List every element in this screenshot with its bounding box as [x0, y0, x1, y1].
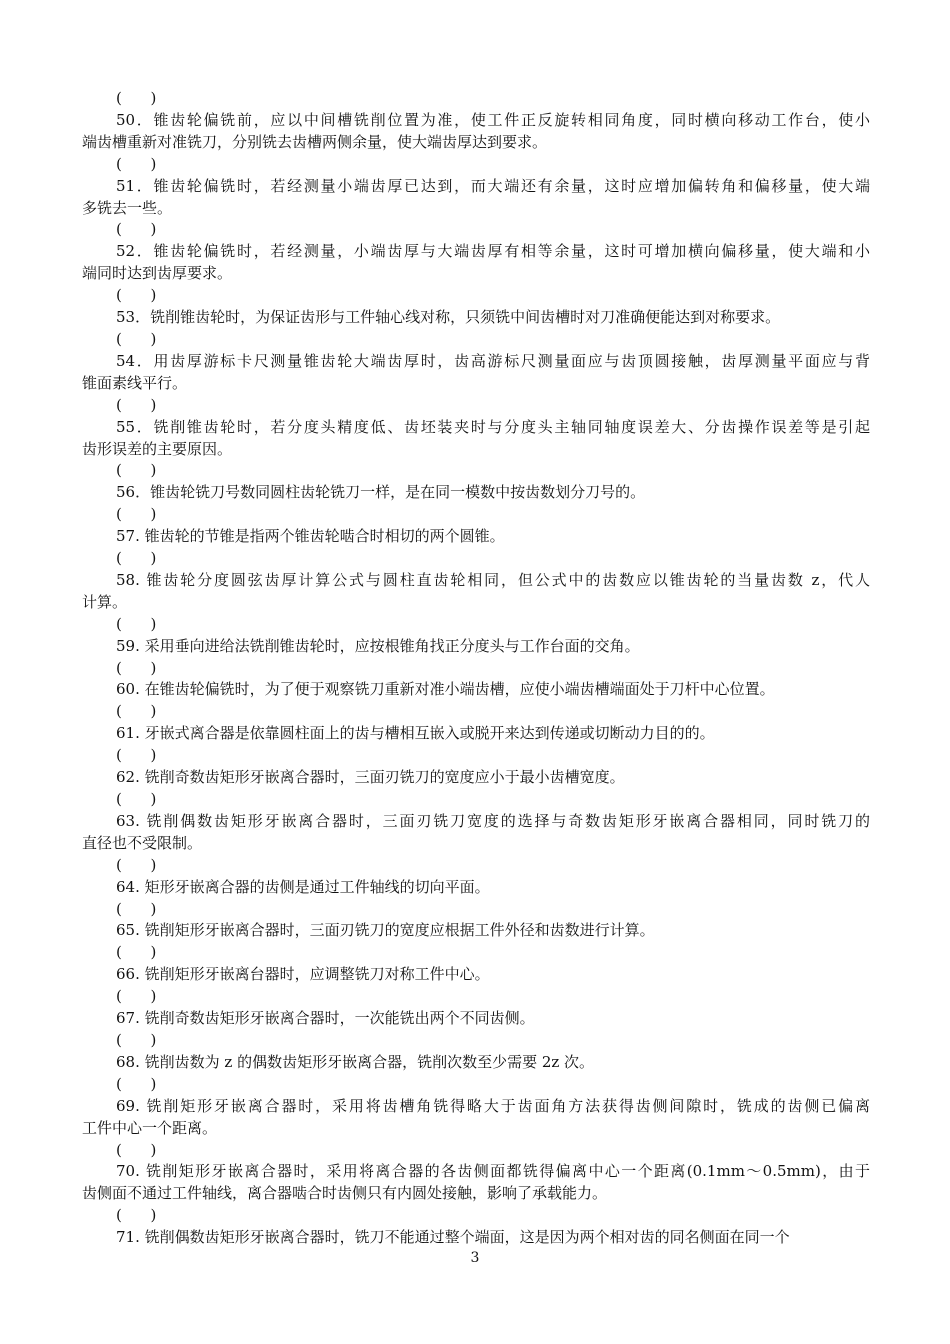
question-text: 61. 牙嵌式离合器是依靠圆柱面上的齿与槽相互嵌入或脱开来达到传递或切断动力目的的。: [116, 724, 715, 743]
answer-blank: ( ): [116, 987, 157, 1006]
answer-blank: ( ): [116, 746, 157, 765]
question-text-continued: 齿侧面不通过工件轴线，离合器啮合时齿侧只有内圆处接触，影响了承载能力。: [82, 1184, 608, 1203]
question-text: 53．铣削锥齿轮时，为保证齿形与工件轴心线对称，只须铣中间齿槽时对刀准确便能达到对称要求。: [116, 308, 781, 327]
question-text-continued: 多铣去一些。: [82, 198, 173, 217]
question-item: [82, 176, 870, 220]
question-item: [82, 482, 870, 504]
question-text: 52．锥齿轮偏铣时，若经测量，小端齿厚与大端齿厚有相等余量，这时可增加横向偏移量，使大端和小: [116, 242, 870, 261]
question-item: [82, 1227, 870, 1249]
question-text: 71. 铣削偶数齿矩形牙嵌离合器时，铣刀不能通过整个端面，这是因为两个相对齿的同名侧面在同一个: [116, 1228, 790, 1247]
question-item: [82, 526, 870, 548]
question-item: [82, 110, 870, 154]
answer-blank: ( ): [116, 790, 157, 808]
answer-blank: ( ): [116, 395, 157, 414]
question-item: [82, 636, 870, 658]
question-item: [82, 1161, 870, 1205]
question-text: 70. 铣削矩形牙嵌离合器时，采用将离合器的各齿侧面都铣得偏离中心一个距离(0.1mm～0.5mm)，由于: [116, 1162, 870, 1181]
question-text: 65. 铣削矩形牙嵌离合器时，三面刃铣刀的宽度应根据工件外径和齿数进行计算。: [116, 921, 655, 940]
question-text: 69. 铣削矩形牙嵌离合器时，采用将齿槽角铣得略大于齿面角方法获得齿侧间隙时，铣成的齿侧已偏离: [116, 1096, 870, 1115]
question-item: [82, 307, 870, 329]
question-text: 67. 铣削奇数齿矩形牙嵌离合器时，一次能铣出两个不同齿侧。: [116, 1009, 535, 1028]
answer-blank: ( ): [116, 286, 157, 305]
question-item: [82, 241, 870, 285]
question-text: 50．锥齿轮偏铣前，应以中间槽铣削位置为准，使工件正反旋转相同角度，同时横向移动工作台，使小: [116, 110, 870, 129]
question-text: 56．锥齿轮铣刀号数同圆柱齿轮铣刀一样，是在同一模数中按齿数划分刀号的。: [116, 483, 646, 502]
answer-blank: ( ): [116, 505, 157, 524]
answer-blank: ( ): [116, 1030, 157, 1049]
question-text-continued: 齿形误差的主要原因。: [82, 439, 233, 458]
answer-blank: ( ): [116, 329, 157, 348]
answer-blank: ( ): [116, 1206, 157, 1225]
question-item: [82, 1096, 870, 1140]
question-item: [82, 964, 870, 986]
answer-blank: ( ): [116, 154, 157, 173]
question-text: 66. 铣削矩形牙嵌离台器时，应调整铣刀对称工件中心。: [116, 965, 490, 984]
answer-blank: ( ): [116, 1074, 157, 1093]
question-item: [82, 723, 870, 745]
question-item: [82, 679, 870, 701]
question-item: [82, 351, 870, 395]
answer-blank: ( ): [116, 943, 157, 962]
page-number: 3: [470, 1250, 480, 1266]
question-text-continued: 工件中心一个距离。: [82, 1118, 218, 1137]
question-list: [82, 88, 870, 1249]
question-text: 55．铣削锥齿轮时，若分度头精度低、齿坯装夹时与分度头主轴同轴度误差大、分齿操作误差等是引起: [116, 417, 870, 436]
question-text-continued: 直径也不受限制。: [82, 833, 203, 852]
question-text: 51．锥齿轮偏铣时，若经测量小端齿厚已达到，而大端还有余量，这时应增加偏转角和偏移量，使大端: [116, 176, 870, 195]
answer-blank: ( ): [116, 658, 157, 677]
question-item: [82, 1052, 870, 1074]
question-text-continued: 端同时达到齿厚要求。: [82, 264, 233, 283]
answer-blank: ( ): [116, 89, 157, 107]
answer-blank: ( ): [116, 855, 157, 874]
question-text-continued: 锥面素线平行。: [82, 373, 188, 392]
question-text: 54．用齿厚游标卡尺测量锥齿轮大端齿厚时，齿高游标尺测量面应与齿顶圆接触，齿厚测量平面应与背: [116, 351, 870, 370]
question-text: 62. 铣削奇数齿矩形牙嵌离合器时，三面刃铣刀的宽度应小于最小齿槽宽度。: [116, 768, 625, 787]
answer-blank: ( ): [116, 702, 157, 721]
question-text: 57. 锥齿轮的节锥是指两个锥齿轮啮合时相切的两个圆锥。: [116, 527, 505, 546]
answer-blank: ( ): [116, 461, 157, 480]
question-item: [82, 811, 870, 855]
question-item: [82, 1008, 870, 1030]
question-text: 58. 锥齿轮分度圆弦齿厚计算公式与圆柱直齿轮相同，但公式中的齿数应以锥齿轮的当量齿数 z，代人: [116, 570, 870, 589]
question-text: 59. 采用垂向进给法铣削锥齿轮时，应按根锥角找正分度头与工作台面的交角。: [116, 636, 640, 655]
question-item: [82, 767, 870, 789]
question-item: [82, 920, 870, 942]
question-text-continued: 端齿槽重新对准铣刀，分别铣去齿槽两侧余量，使大端齿厚达到要求。: [82, 132, 548, 151]
question-text: 64. 矩形牙嵌离合器的齿侧是通过工件轴线的切向平面。: [116, 877, 490, 896]
question-text: 68. 铣削齿数为 z 的偶数齿矩形牙嵌离合器，铣削次数至少需要 2z 次。: [116, 1052, 595, 1071]
question-text: 60. 在锥齿轮偏铣时，为了便于观察铣刀重新对准小端齿槽，应使小端齿槽端面处于刀杆中心位置。: [116, 680, 775, 699]
question-item: [82, 877, 870, 899]
question-text: 63. 铣削偶数齿矩形牙嵌离合器时，三面刃铣刀宽度的选择与奇数齿矩形牙嵌离合器相同，同时铣刀的: [116, 811, 870, 830]
question-item: [82, 417, 870, 461]
answer-blank: ( ): [116, 220, 157, 239]
answer-blank: ( ): [116, 614, 157, 633]
question-text-continued: 计算。: [82, 592, 128, 611]
answer-blank: ( ): [116, 1140, 157, 1159]
answer-blank: ( ): [116, 549, 157, 568]
question-item: [82, 570, 870, 614]
answer-blank: ( ): [116, 899, 157, 918]
